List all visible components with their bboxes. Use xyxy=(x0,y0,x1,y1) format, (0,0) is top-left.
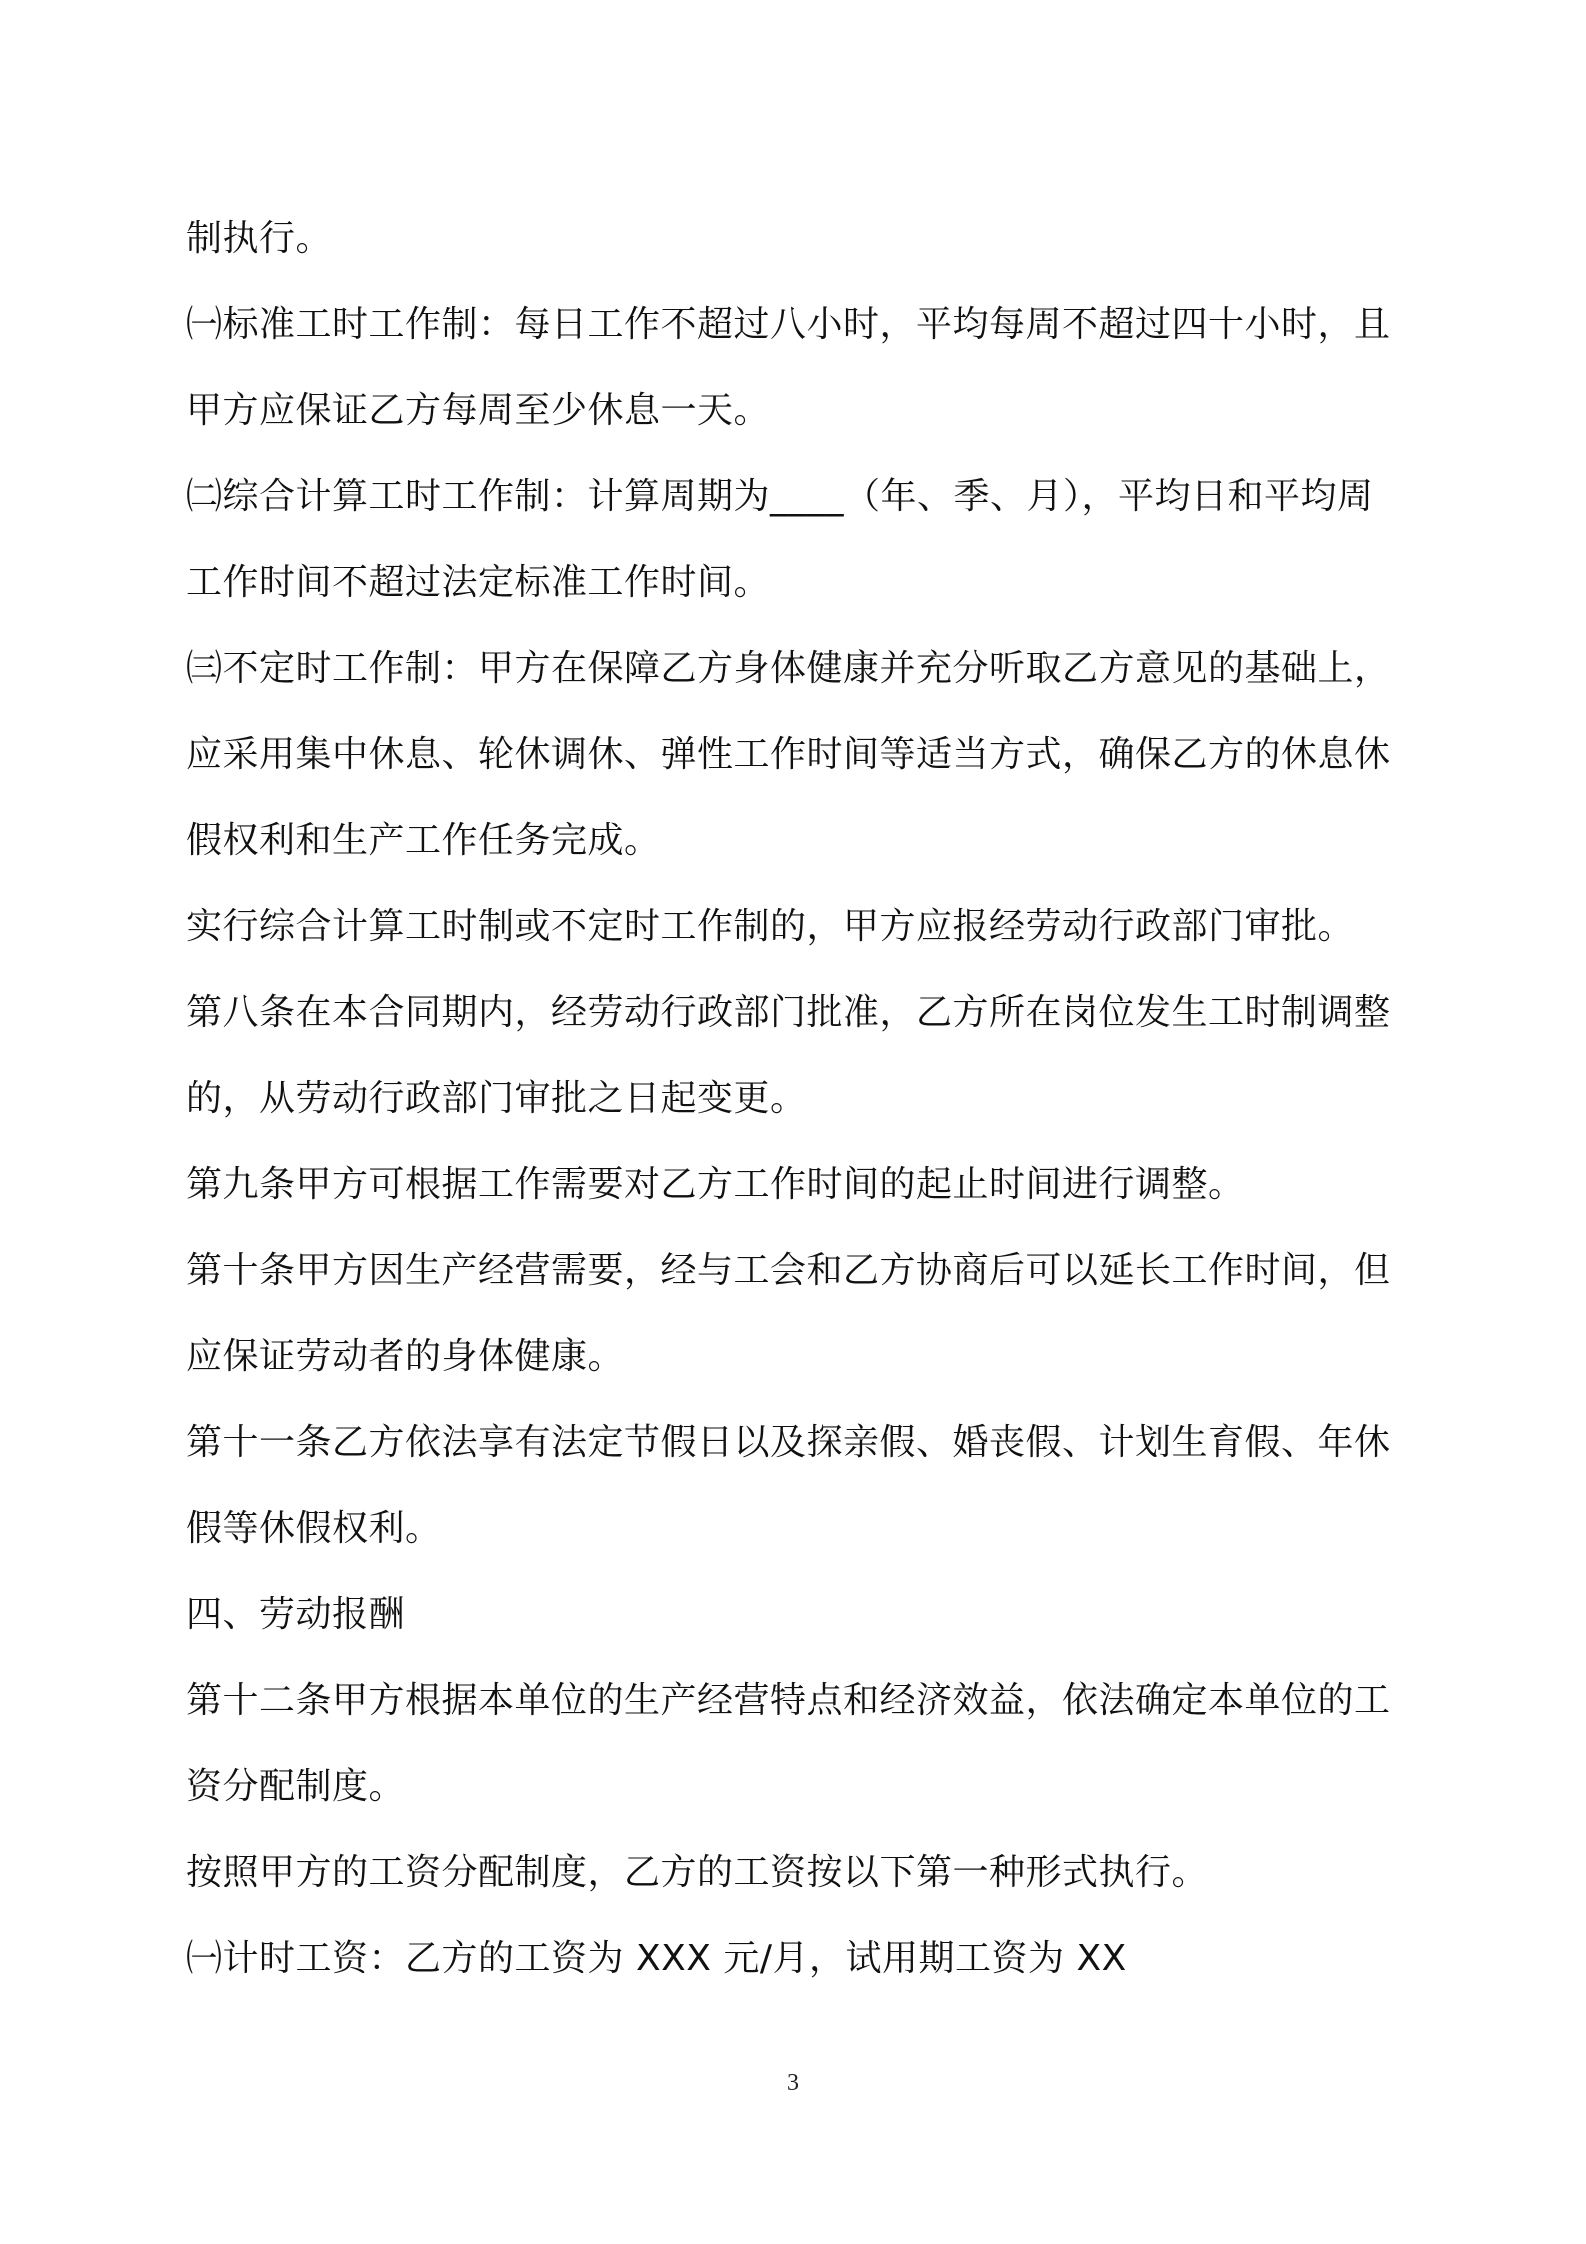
text-line: 假等休假权利。 xyxy=(186,1508,442,1549)
text-line: 按照甲方的工资分配制度，乙方的工资按以下第一种形式执行。 xyxy=(186,1852,1209,1893)
text-line: 假权利和生产工作任务完成。 xyxy=(186,820,661,861)
document-body xyxy=(186,196,1426,2002)
text-line: 第十一条乙方依法享有法定节假日以及探亲假、婚丧假、计划生育假、年休 xyxy=(186,1422,1391,1463)
text-line: 第八条在本合同期内，经劳动行政部门批准，乙方所在岗位发生工时制调整 xyxy=(186,992,1391,1033)
text-line: 应采用集中休息、轮休调休、弹性工作时间等适当方式，确保乙方的休息休 xyxy=(186,734,1391,775)
text-line: ㈠计时工资：乙方的工资为 XXX 元/月，试用期工资为 XX xyxy=(186,1938,1127,1979)
text-line: 第九条甲方可根据工作需要对乙方工作时间的起止时间进行调整。 xyxy=(186,1164,1245,1205)
text-line: 实行综合计算工时制或不定时工作制的，甲方应报经劳动行政部门审批。 xyxy=(186,906,1355,947)
text-line: ㈡综合计算工时工作制：计算周期为____（年、季、月），平均日和平均周 xyxy=(186,476,1374,517)
text-line: 第十二条甲方根据本单位的生产经营特点和经济效益，依法确定本单位的工 xyxy=(186,1680,1391,1721)
text-line: 工作时间不超过法定标准工作时间。 xyxy=(186,562,771,603)
text-line: 资分配制度。 xyxy=(186,1766,406,1807)
text-line: 甲方应保证乙方每周至少休息一天。 xyxy=(186,390,771,431)
text-line: ㈢不定时工作制：甲方在保障乙方身体健康并充分听取乙方意见的基础上， xyxy=(186,648,1391,689)
page-number: 3 xyxy=(787,2070,799,2096)
text-line: ㈠标准工时工作制：每日工作不超过八小时，平均每周不超过四十小时，且 xyxy=(186,304,1391,345)
section-heading: 四、劳动报酬 xyxy=(186,1594,406,1635)
text-line: 的，从劳动行政部门审批之日起变更。 xyxy=(186,1078,807,1119)
text-line: 第十条甲方因生产经营需要，经与工会和乙方协商后可以延长工作时间，但 xyxy=(186,1250,1391,1291)
text-line: 制执行。 xyxy=(186,218,333,259)
text-line: 应保证劳动者的身体健康。 xyxy=(186,1336,625,1377)
